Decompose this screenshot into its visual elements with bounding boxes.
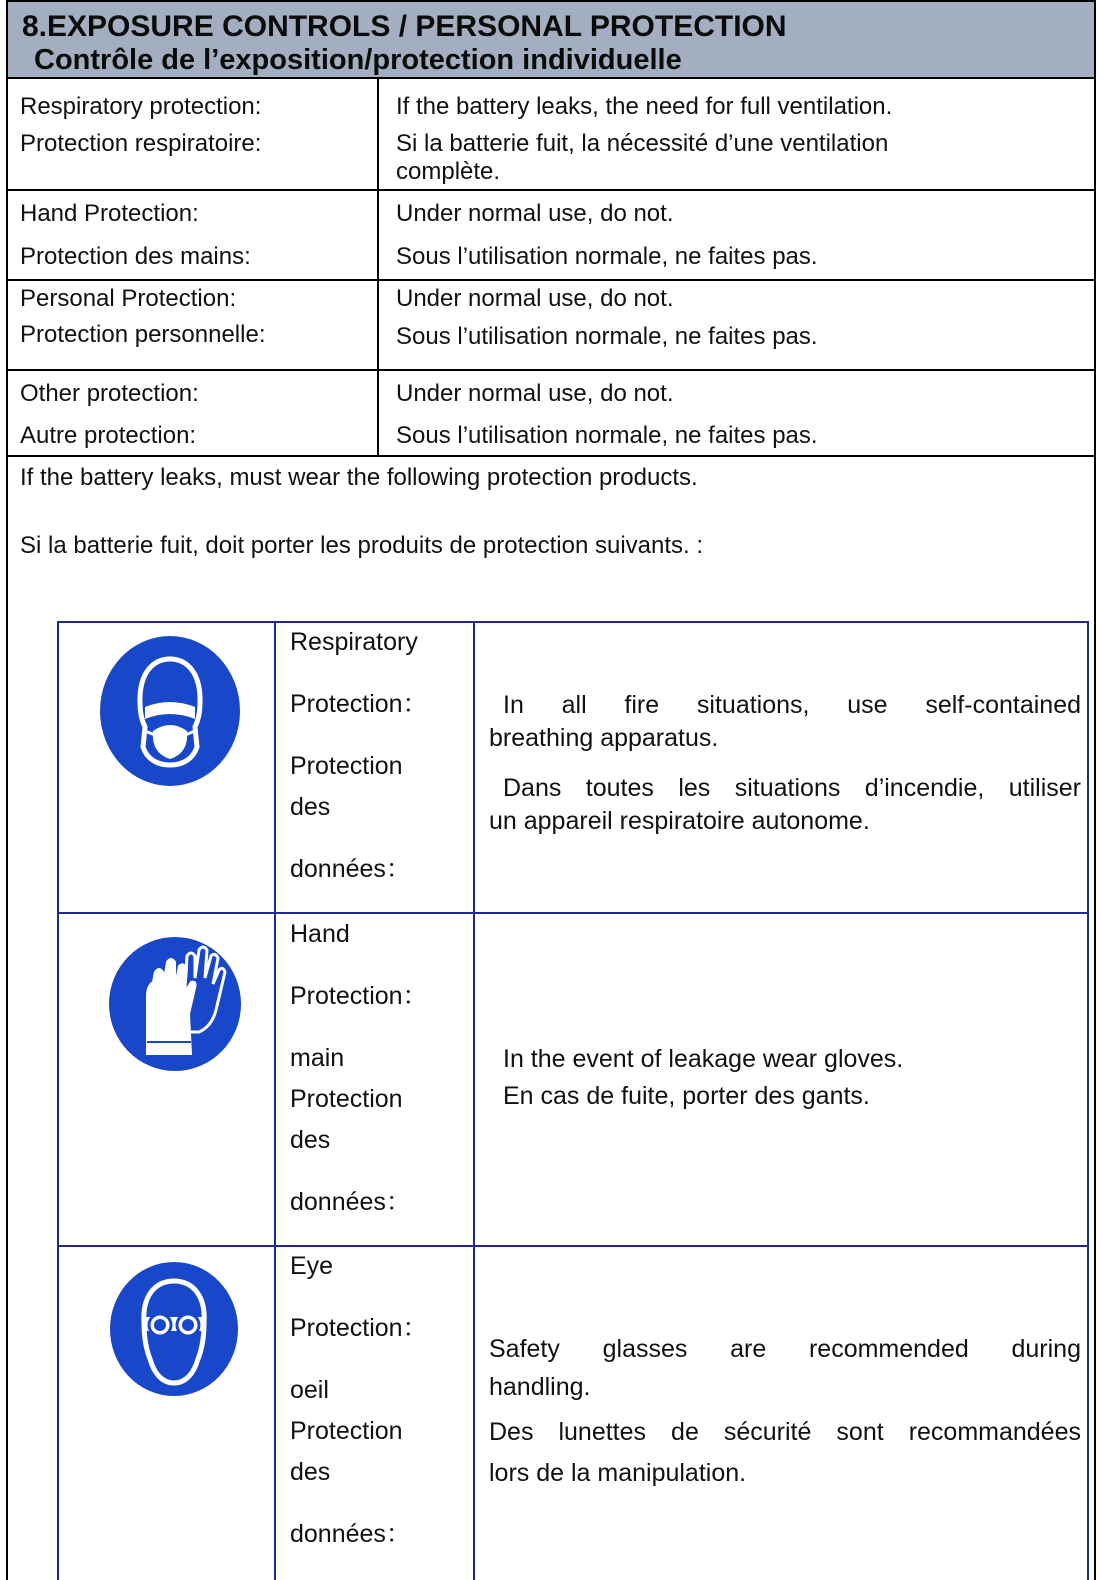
respirator-mask-icon [99,635,241,787]
row-value-en: Under normal use, do not. [396,285,674,312]
gloves-icon [107,936,243,1073]
notice-fr: Si la batterie fuit, doit porter les produits de protection suivants. : [20,532,704,559]
ppe-desc-fr-cont: lors de la manipulation. [489,1459,747,1487]
ppe-desc-fr: Des lunettes de sécurité sont recommandées [489,1418,1081,1446]
ppe-desc-en: In all fire situations, use self-contained [503,691,1081,719]
ppe-label-line: données： [290,1188,411,1216]
section-header [6,0,1096,79]
ppe-desc-fr: En cas de fuite, porter des gants. [503,1082,870,1110]
row-label-en: Other protection: [20,380,199,407]
row-label-en: Respiratory protection: [20,93,262,120]
column-divider [377,281,379,381]
ppe-label-line: Protection [290,752,403,780]
row-divider [6,369,1096,371]
ppe-desc-en-cont: handling. [489,1373,591,1401]
row-label-fr: Protection personnelle: [20,321,266,348]
ppe-label-line: Protection： [290,690,428,718]
ppe-border-right [1087,621,1089,1580]
row-label-en: Hand Protection: [20,200,199,227]
ppe-desc-en-cont: breathing apparatus. [489,724,719,752]
ppe-border-left [57,621,59,1580]
safety-goggles-icon [108,1261,240,1398]
row-value-fr: Sous l’utilisation normale, ne faites pas. [396,323,818,350]
row-label-en: Personal Protection: [20,285,237,312]
ppe-label-line: données： [290,855,411,883]
ppe-label-line: Protection： [290,982,428,1010]
ppe-desc-en: Safety glasses are recommended during [489,1335,1081,1363]
table-border-left [6,79,8,1580]
ppe-label-line: main [290,1044,345,1072]
ppe-desc-fr-cont: un appareil respiratoire autonome. [489,807,870,835]
ppe-label-line: Respiratory [290,628,418,656]
ppe-column-divider [473,621,475,1580]
column-divider [377,79,379,189]
row-value-en: If the battery leaks, the need for full ventilation. [396,93,893,120]
row-label-fr: Protection respiratoire: [20,130,262,157]
table-border-right [1094,79,1096,1580]
section-title: 8.EXPOSURE CONTROLS / PERSONAL PROTECTION [22,10,787,43]
notice-en: If the battery leaks, must wear the following protection products. [20,464,698,491]
ppe-desc-en: In the event of leakage wear gloves. [503,1045,904,1073]
ppe-table [57,621,1091,1580]
ppe-label-line: Protection： [290,1314,428,1342]
row-label-fr: Autre protection: [20,422,197,449]
row-value-fr: Si la batterie fuit, la nécessité d’une ventilation [396,130,889,157]
ppe-label-line: des [290,1126,331,1154]
ppe-row-divider [57,912,1089,914]
row-divider [6,455,1096,457]
row-label-fr: Protection des mains: [20,243,251,270]
ppe-label-line: Protection [290,1085,403,1113]
row-value-en: Under normal use, do not. [396,200,674,227]
section-subtitle: Contrôle de l’exposition/protection individuelle [34,44,682,76]
row-divider [6,189,1096,191]
ppe-label-line: des [290,1458,331,1486]
ppe-label-line: des [290,793,331,821]
ppe-label-line: Eye [290,1252,334,1280]
row-value-fr-cont: complète. [396,158,501,185]
ppe-desc-fr: Dans toutes les situations d’incendie, utiliser [503,774,1081,802]
column-divider [377,191,379,279]
ppe-label-line: oeil [290,1376,329,1404]
row-value-fr: Sous l’utilisation normale, ne faites pas. [396,422,818,449]
column-divider [377,371,379,455]
ppe-label-line: Hand [290,920,350,948]
ppe-column-divider [274,621,276,1580]
row-divider [6,279,1096,281]
row-value-en: Under normal use, do not. [396,380,674,407]
row-value-fr: Sous l’utilisation normale, ne faites pas. [396,243,818,270]
ppe-label-line: données： [290,1520,411,1548]
ppe-border-top [57,621,1089,623]
ppe-row-divider [57,1245,1089,1247]
ppe-label-line: Protection [290,1417,403,1445]
